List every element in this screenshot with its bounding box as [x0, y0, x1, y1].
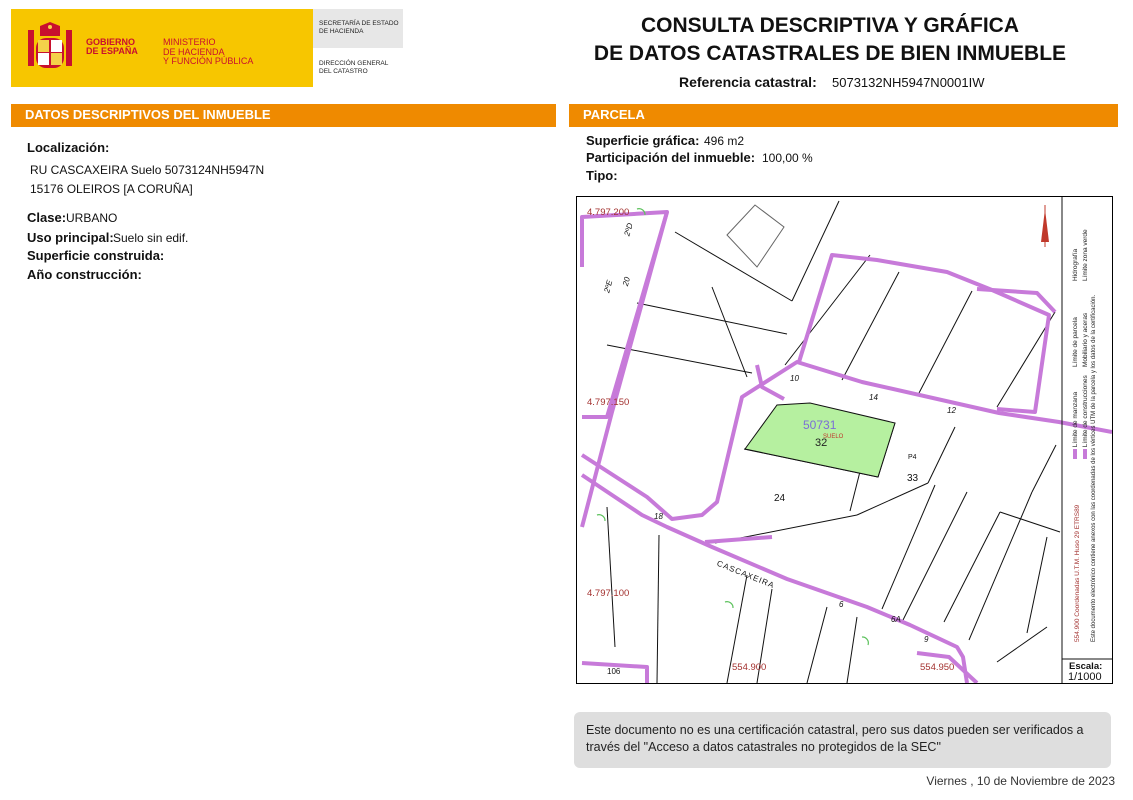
ref-value: 5073132NH5947N0001IW	[832, 75, 985, 90]
ministry-line1: MINISTERIO	[163, 37, 216, 47]
gov-line2: DE ESPAÑA	[86, 46, 138, 56]
num-9-label: 9	[924, 635, 929, 644]
parcel-24-label: 24	[774, 493, 786, 504]
note-line1: Este documento no es una certificación catastral, pero sus datos pueden ser verificados a	[586, 723, 1084, 737]
secretaria-line2: DE HACIENDA	[319, 27, 364, 35]
num-20-label: 20	[620, 276, 632, 287]
gobierno-label	[86, 38, 156, 56]
coat-of-arms-icon	[22, 22, 78, 78]
secretaria-line1: SECRETARÍA DE ESTADO	[319, 20, 399, 27]
address-line2: 15176 OLEIROS [A CORUÑA]	[30, 182, 193, 196]
escala-value: 1/1000	[1068, 671, 1102, 683]
title-line1: CONSULTA DESCRIPTIVA Y GRÁFICA	[640, 14, 1020, 37]
p4-label: P4	[908, 454, 917, 461]
ministry-line2: DE HACIENDA	[163, 46, 225, 57]
ref-label: Referencia catastral:	[679, 74, 817, 90]
datos-section-header: DATOS DESCRIPTIVOS DEL INMUEBLE	[11, 104, 556, 124]
disclaimer-note	[574, 712, 1111, 768]
num-14-label: 14	[869, 393, 878, 402]
clase-value: URBANO	[66, 211, 118, 225]
direccion-label	[319, 60, 399, 75]
ministry-line3: Y FUNCIÓN PÚBLICA	[163, 56, 254, 66]
direccion-line1: DIRECCIÓN GENERAL	[319, 60, 389, 67]
legend-hidrografia-text: Hidrografía	[1072, 248, 1079, 281]
parcel-33-label: 33	[907, 473, 919, 484]
gov-line1: GOBIERNO	[86, 37, 136, 47]
ministerio-label	[163, 38, 273, 67]
street-2e-label: 2ºE	[602, 279, 615, 294]
num-12-label: 12	[947, 406, 956, 415]
uso-label: Uso principal:	[27, 230, 114, 245]
num-6-label: 6	[839, 600, 844, 609]
page-title	[560, 12, 1100, 68]
coord-x2: 554.950	[920, 662, 955, 673]
street-2nd-label: 2ºD	[622, 221, 635, 238]
parcel-tag-label: SUELO	[823, 434, 844, 440]
cadastral-map[interactable]	[576, 196, 1113, 684]
street-cascaxeira-label: CASCAXEIRA	[715, 558, 777, 591]
superficie-grafica-value: 496 m2	[704, 134, 745, 148]
uso-value: Suelo sin edif.	[113, 231, 189, 245]
datos-section-rule	[11, 124, 556, 127]
map-drawing	[577, 197, 1112, 683]
address-line1: RU CASCAXEIRA Suelo 5073124NH5947N	[30, 163, 265, 177]
superficie-construida-label: Superficie construida:	[27, 248, 165, 263]
direccion-line2: DEL CATASTRO	[319, 67, 368, 75]
coord-y3: 4.797.100	[587, 588, 630, 599]
participacion-label: Participación del inmueble:	[586, 150, 756, 165]
parcela-section-header: PARCELA	[569, 104, 1118, 124]
legend-construcciones-text: Límite de construcciones	[1082, 375, 1089, 448]
document-date: Viernes , 10 de Noviembre de 2023	[926, 774, 1115, 788]
escala-label: Escala:	[1069, 661, 1103, 672]
legend-manzana-text: Límite de manzana	[1072, 391, 1079, 448]
title-line2: DE DATOS CATASTRALES DE BIEN INMUEBLE	[593, 42, 1067, 65]
clase-label: Clase:	[27, 210, 67, 225]
localizacion-label: Localización:	[27, 140, 110, 155]
legend-zona-verde-text: Límite zona verde	[1082, 229, 1089, 281]
anio-construccion-label: Año construcción:	[27, 267, 142, 282]
note-line2: través del "Acceso a datos catastrales no protegidos de la SEC"	[586, 740, 941, 754]
num-10-label: 10	[790, 374, 799, 383]
legend-parcela-text: Límite de parcela	[1072, 317, 1079, 367]
north-arrow-icon	[1041, 205, 1049, 247]
legend-doc: Este documento electrónico contiene anexos con las coordenadas de los vértices UTM de la parcela y los datos de la certificación.	[1091, 294, 1097, 642]
coord-x1: 554.900	[732, 662, 767, 673]
parcela-section-rule	[569, 124, 1118, 127]
participacion-value: 100,00 %	[762, 151, 813, 165]
parcel-ref-label: 50731	[803, 418, 837, 432]
secretaria-label	[319, 20, 399, 35]
legend-mobiliario-text: Mobiliario y aceras	[1082, 312, 1089, 367]
coord-y1: 4.797.200	[587, 207, 630, 218]
num-106-label: 106	[607, 667, 621, 676]
legend-coords: 554.900 Coordenadas U.T.M. Huso 29 ETRS89	[1074, 504, 1081, 642]
num-6a-label: 6A	[891, 615, 901, 624]
parcel-num-label: 32	[815, 437, 828, 449]
superficie-grafica-label: Superficie gráfica:	[586, 133, 700, 148]
coord-y2: 4.797.150	[587, 397, 630, 408]
tipo-label: Tipo:	[586, 168, 618, 183]
num-18-label: 18	[654, 512, 663, 521]
